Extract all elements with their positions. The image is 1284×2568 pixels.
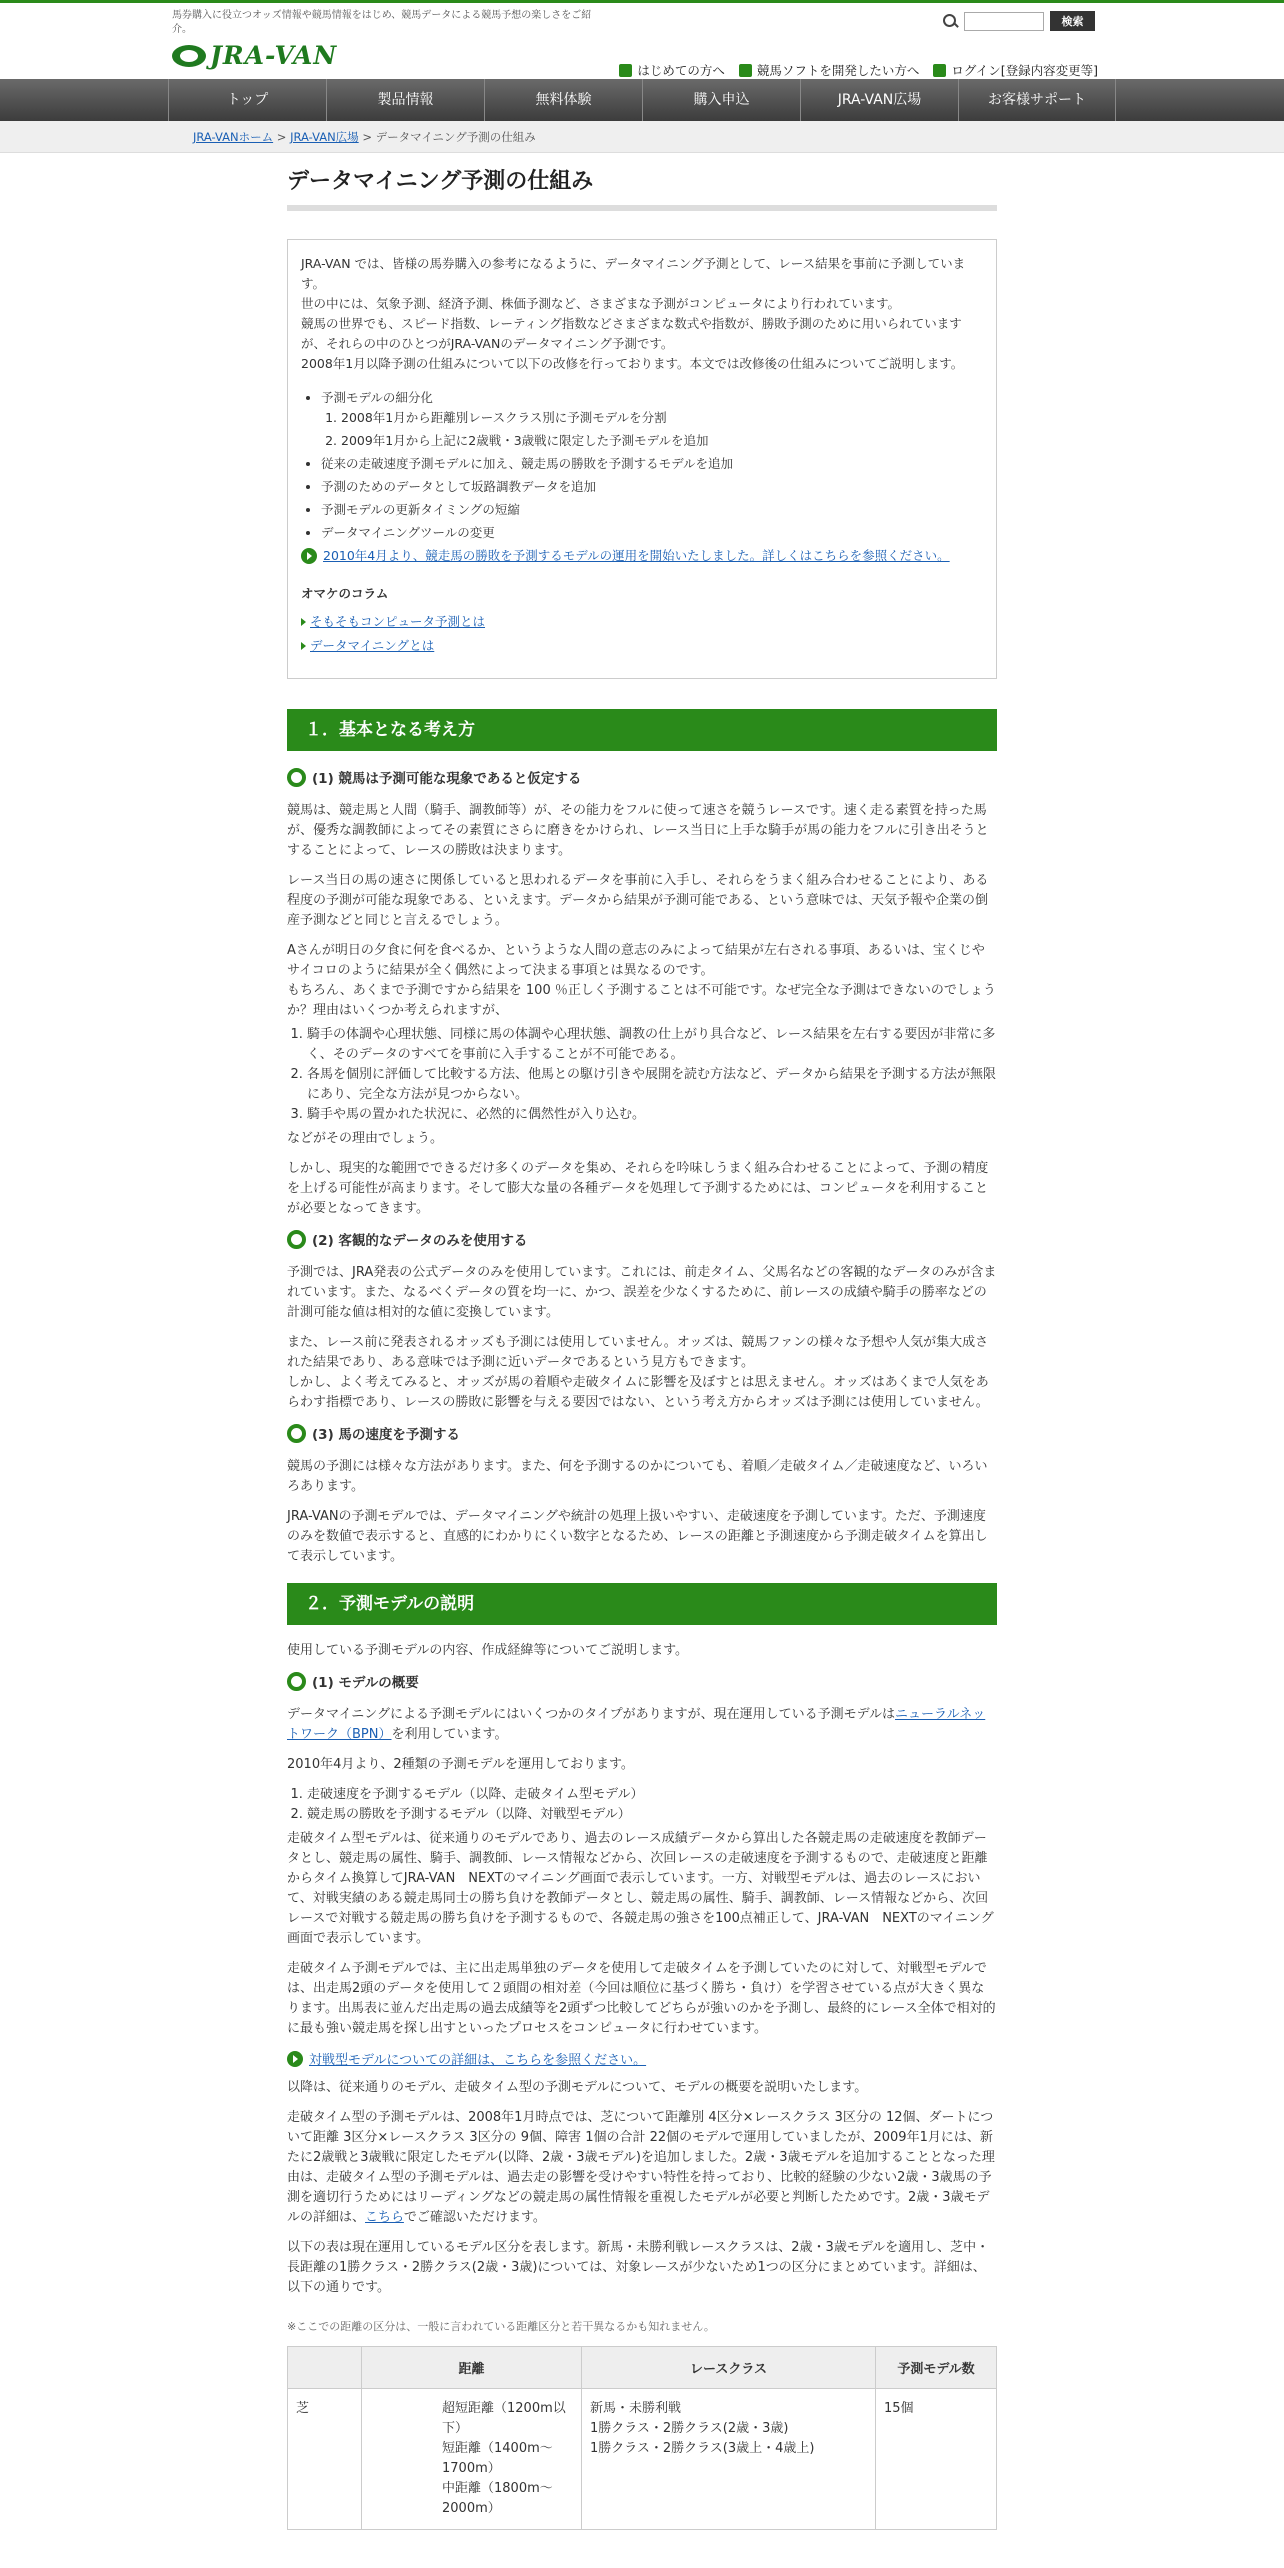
intro-text: 世の中には、気象予測、経済予測、株価予測など、さまざまな予測がコンピュータにより行われています。 (301, 296, 901, 311)
class-item: 1勝クラス・2勝クラス(3歳上・4歳上) (590, 2441, 815, 2456)
model-type-list (307, 1785, 997, 1825)
change-list (321, 388, 983, 543)
breadcrumb-plaza[interactable]: JRA-VAN広場 (290, 130, 359, 144)
table-cell-distance (362, 2389, 582, 2530)
utility-link-beginners[interactable] (619, 61, 725, 79)
intro-text: 競馬の世界でも、スピード指数、レーティング指数などさまざまな数式や指数が、勝敗予測のために用いられていますが、それらの中のひとつがJRA-VANのデータマイニング予測です。 (301, 316, 962, 351)
lock-icon (933, 64, 946, 77)
text-span: データマイニングによる予測モデルにはいくつかのタイプがありますが、現在運用している予測モデルは (287, 1707, 896, 1722)
table-row (288, 2389, 997, 2530)
body-paragraph: 走破タイム型モデルは、従来通りのモデルであり、過去のレース成績データから算出した各競走馬の走破速度を教師データとし、競走馬の属性、騎手、調教師、レース情報などから、次回レースの走破速度を予測するもので、走破速度と距離からタイム換算してJRA-VAN NEXTのマイニング画面で表示しています。一方、対戦型モデルは、過去のレースにおいて、対戦実績のある競走馬同士の勝ち負けを教師データとし、競走馬の属性、騎手、調教師、レース情報などから、次回レースで対戦する競走馬の勝ち負けを予測するもので、各競走馬の強さを100点補正して、JRA-VAN NEXTのマイニング画面で表示しています。 (287, 1831, 994, 1946)
section-heading: １．基本となる考え方 (287, 709, 997, 751)
horse-emblem-icon (172, 45, 206, 67)
intro-box (287, 239, 997, 679)
jra-van-logo[interactable] (172, 41, 337, 70)
body-paragraph: JRA-VANの予測モデルでは、データマイニングや統計の処理上扱いやすい、走破速度を予測しています。ただ、予測速度のみを数値で表示すると、直感的にわかりにくい数字となるため、レースの距離と予測速度から予測走破タイムを算出して表示しています。 (287, 1509, 988, 1564)
body-paragraph: 予測では、JRA発表の公式データのみを使用しています。これには、前走タイム、父馬名などの客観的なデータのみが含まれています。また、なるべくデータの質を均一に、かつ、誤差を少なくするために、前レースの成績や騎手の勝率などの計測可能な値は相対的な値に変換しています。 (287, 1265, 997, 1320)
list-item: 2. 2009年1月から上記に2歳戦・3歳戦に限定した予測モデルを追加 (341, 431, 983, 451)
list-item: 1. 2008年1月から距離別レースクラス別に予測モデルを分割 (341, 408, 983, 428)
site-header (0, 3, 1284, 79)
column-link-row (301, 612, 983, 632)
search-button[interactable]: 検索 (1050, 11, 1095, 31)
subsection-heading (287, 1229, 997, 1249)
column-link-data-mining[interactable]: データマイニングとは (310, 638, 435, 653)
circle-bullet-icon (287, 1424, 306, 1443)
person-icon (739, 64, 752, 77)
sub-list (341, 408, 983, 451)
site-tagline: 馬券購入に役立つオッズ情報や競馬情報をはじめ、競馬データによる競馬予想の楽しさをご紹介。 (172, 10, 592, 35)
utility-links (605, 61, 1098, 79)
list-item: 2. 競走馬の勝敗を予測するモデル（以降、対戦型モデル） (307, 1805, 997, 1825)
subsection-title: (1) 競馬は予測可能な現象であると仮定する (312, 771, 582, 787)
matchup-detail-link[interactable]: 対戦型モデルについての詳細は、こちらを参照ください。 (309, 2053, 647, 2068)
class-item: 新馬・未勝利戦 (590, 2401, 682, 2416)
body-paragraph: などがその理由でしょう。 (287, 1131, 444, 1146)
nav-support[interactable]: お客様サポート (958, 79, 1116, 121)
table-header-row (288, 2347, 997, 2389)
age-model-detail-link[interactable]: こちら (365, 2210, 404, 2225)
list-item: • 予測のためのデータとして坂路調教データを追加 (321, 477, 983, 497)
circle-bullet-icon (287, 768, 306, 787)
body-paragraph: 以降は、従来通りのモデル、走破タイム型の予測モデルについて、モデルの概要を説明いたします。 (287, 2080, 868, 2095)
breadcrumb-separator: > (362, 130, 372, 144)
triangle-icon (301, 642, 306, 650)
list-item: 1. 騎手の体調や心理状態、同様に馬の体調や心理状態、調教の仕上がり具合など、レース結果を左右する要因が非常に多く、そのデータのすべてを事前に入手することが不可能である。 (307, 1025, 997, 1065)
body-paragraph: Aさんが明日の夕食に何を食べるか、というような人間の意志のみによって結果が左右される事項、あるいは、宝くじやサイコロのように結果が全く偶然によって決まる事項とは異なるのです。 (287, 943, 985, 978)
arrow-circle-icon (301, 548, 317, 564)
nav-plaza[interactable]: JRA-VAN広場 (800, 79, 958, 121)
subsection-heading (287, 767, 997, 787)
breadcrumb-home[interactable]: JRA-VANホーム (193, 130, 274, 144)
distance-item: 超短距離（1200m以下） (442, 2401, 566, 2436)
body-paragraph: 競馬の予測には様々な方法があります。また、何を予測するのかについても、着順／走破タイム／走破速度など、いろいろあります。 (287, 1459, 988, 1494)
nav-purchase[interactable]: 購入申込 (642, 79, 800, 121)
list-item-text: 予測モデルの細分化 (321, 390, 433, 405)
nav-free-trial[interactable]: 無料体験 (484, 79, 642, 121)
global-nav (0, 79, 1284, 121)
column-link-computer-prediction[interactable]: そもそもコンピュータ予測とは (310, 614, 486, 629)
body-paragraph: 以下の表は現在運用しているモデル区分を表します。新馬・未勝利戦レースクラスは、2歳・3歳モデルを適用し、芝中・長距離の1勝クラス・2勝クラス(2歳・3歳)については、対象レースが少ないため1つの区分にまとめています。詳細は、以下の通りです。 (287, 2240, 990, 2295)
body-paragraph (287, 1705, 997, 1745)
body-paragraph: 使用している予測モデルの内容、作成経緯等についてご説明します。 (287, 1643, 689, 1658)
search-icon (940, 11, 960, 31)
triangle-icon (301, 618, 306, 626)
search-box (940, 11, 1095, 31)
list-item: • データマイニングツールの変更 (321, 523, 983, 543)
reason-list (307, 1025, 997, 1125)
utility-link-label: 競馬ソフトを開発したい方へ (756, 63, 920, 78)
intro-text: 2008年1月以降予測の仕組みについて以下の改修を行っております。本文では改修後の仕組みについてご説明します。 (301, 356, 964, 371)
neural-network-link[interactable]: ニューラルネットワーク（BPN） (287, 1707, 986, 1742)
breadcrumb (0, 121, 1284, 153)
class-item: 1勝クラス・2勝クラス(2歳・3歳) (590, 2421, 789, 2436)
list-item: 2. 各馬を個別に評価して比較する方法、他馬との駆け引きや展開を読む方法など、データから結果を予測する方法が無限にあり、完全な方法が見つからない。 (307, 1065, 997, 1105)
distance-item: 中距離（1800m～2000m） (442, 2481, 553, 2516)
table-header: 距離 (362, 2347, 582, 2389)
body-paragraph: しかし、現実的な範囲でできるだけ多くのデータを集め、それらを吟味しうまく組み合わせることによって、予測の精度を上げる可能性が高まります。そして膨大な量の各種データを処理して予測するためには、コンピュータを利用することが必要となってきます。 (287, 1161, 989, 1216)
intro-link-row (301, 546, 983, 566)
logo-text: JRA-VAN (210, 41, 338, 70)
beginner-icon (619, 64, 632, 77)
body-paragraph: レース当日の馬の速さに関係していると思われるデータを事前に入手し、それらをうまく組み合わせることにより、ある程度の予測が可能な現象である、といえます。データから結果が予測可能である、という意味では、天気予報や企業の倒産予測などと同じと言えるでしょう。 (287, 873, 989, 928)
list-item: • 従来の走破速度予測モデルに加え、競走馬の勝敗を予測するモデルを追加 (321, 454, 983, 474)
subsection-title: (1) モデルの概要 (312, 1675, 419, 1691)
matchup-model-link[interactable]: 2010年4月より、競走馬の勝敗を予測するモデルの運用を開始いたしました。詳しくはこちらを参照ください。 (323, 548, 950, 563)
table-header: レースクラス (582, 2347, 876, 2389)
model-table (287, 2346, 997, 2530)
table-cell-count: 15個 (876, 2389, 997, 2530)
column-heading: オマケのコラム (301, 586, 389, 601)
distance-note: ※ここでの距離の区分は、一般に言われている距離区分と若干異なるかも知れません。 (287, 2320, 715, 2333)
list-item: 3. 騎手や馬の置かれた状況に、必然的に偶然性が入り込む。 (307, 1105, 997, 1125)
circle-bullet-icon (287, 1672, 306, 1691)
utility-link-developers[interactable] (739, 61, 920, 79)
body-paragraph: 2010年4月より、2種類の予測モデルを運用しております。 (287, 1757, 634, 1772)
body-paragraph: また、レース前に発表されるオッズも予測には使用していません。オッズは、競馬ファンの様々な予想や人気が集大成された結果であり、ある意味では予測に近いデータであるという見方もできます。 (287, 1335, 989, 1370)
search-input[interactable] (964, 12, 1044, 31)
utility-link-login[interactable] (933, 61, 1098, 79)
body-paragraph: もちろん、あくまで予測ですから結果を 100 ％正しく予測することは不可能です。なぜ完全な予測はできないのでしょうか？理由はいくつか考えられますが、 (287, 983, 996, 1018)
utility-link-label: はじめての方へ (637, 63, 725, 78)
list-item (321, 388, 983, 451)
column-link-row (301, 636, 983, 656)
circle-bullet-icon (287, 1230, 306, 1249)
body-paragraph (287, 2108, 997, 2228)
page-title: データマイニング予測の仕組み (287, 158, 997, 211)
utility-link-label: ログイン[登録内容変更等] (951, 63, 1098, 78)
subsection-heading (287, 1671, 997, 1691)
nav-products[interactable]: 製品情報 (326, 79, 484, 121)
intro-text: JRA-VAN では、皆様の馬券購入の参考になるように、データマイニング予測として、レース結果を事前に予測しています。 (301, 256, 966, 291)
arrow-circle-icon (287, 2051, 303, 2067)
text-span: を利用しています。 (391, 1727, 508, 1742)
text-span: 走破タイム型の予測モデルは、2008年1月時点では、芝について距離別 4区分×レースクラス 3区分の 12個、ダートについて距離 3区分×レースクラス 3区分の 9個、障害 1個の合計 22個のモデルで運用していましたが、2009年1月には、新たに2歳戦と3歳戦に限定したモデル(以降、2歳・3歳モデル)を追加しました。2歳・3歳モデルを追加することとなった理由は、走破タイム型の予測モデルは、過去走の影響を受けやすい特性を持っており、比較的経験の少ない2歳・3歳馬の予測を適切行うためにはリーディングなどの競走馬の属性情報を重視したモデルが必要と判断したためです。2歳・3歳モデルの詳細は、 (287, 2110, 995, 2225)
body-paragraph: しかし、よく考えてみると、オッズが馬の着順や走破タイムに影響を及ぼすとは思えません。オッズはあくまで人気をあらわす指標であり、レースの勝敗に影響を与える要因ではない、という考え方からオッズは予測には使用していません。 (287, 1375, 989, 1410)
body-paragraph: 走破タイム予測モデルでは、主に出走馬単独のデータを使用して走破タイムを予測していたのに対して、対戦型モデルでは、出走馬2頭のデータを使用して２頭間の相対差（今回は順位に基づく勝ち・負け）を学習させている点が大きく異なります。出馬表に並んだ出走馬の過去成績等を2頭ずつ比較してどちらが強いのかを予測し、最終的にレース全体で相対的に最も強い競走馬を探し出すといったプロセスをコンピュータに行わせています。 (287, 1961, 996, 2036)
subsection-heading (287, 1423, 997, 1443)
breadcrumb-current: データマイニング予測の仕組み (375, 130, 536, 144)
breadcrumb-separator: > (276, 130, 287, 144)
matchup-detail-link-row (287, 2049, 997, 2068)
list-item: • 予測モデルの更新タイミングの短縮 (321, 500, 983, 520)
main-content (287, 158, 997, 2530)
nav-top[interactable]: トップ (168, 79, 326, 121)
body-paragraph: 競馬は、競走馬と人間（騎手、調教師等）が、その能力をフルに使って速さを競うレースです。速く走る素質を持った馬が、優秀な調教師によってその素質にさらに磨きをかけられ、レース当日に上手な騎手が馬の能力をフルに引き出そうとすることによって、レースの勝敗は決まります。 (287, 803, 989, 858)
subsection-title: (2) 客観的なデータのみを使用する (312, 1233, 528, 1249)
subsection-title: (3) 馬の速度を予測する (312, 1427, 460, 1443)
text-span: でご確認いただけます。 (403, 2210, 546, 2225)
distance-item: 短距離（1400m～1700m） (442, 2441, 553, 2476)
table-header: 予測モデル数 (876, 2347, 997, 2389)
list-item: 1. 走破速度を予測するモデル（以降、走破タイム型モデル） (307, 1785, 997, 1805)
table-cell-class (582, 2389, 876, 2530)
table-header (288, 2347, 362, 2389)
section-heading: ２．予測モデルの説明 (287, 1583, 997, 1625)
table-cell-surface: 芝 (288, 2389, 362, 2530)
